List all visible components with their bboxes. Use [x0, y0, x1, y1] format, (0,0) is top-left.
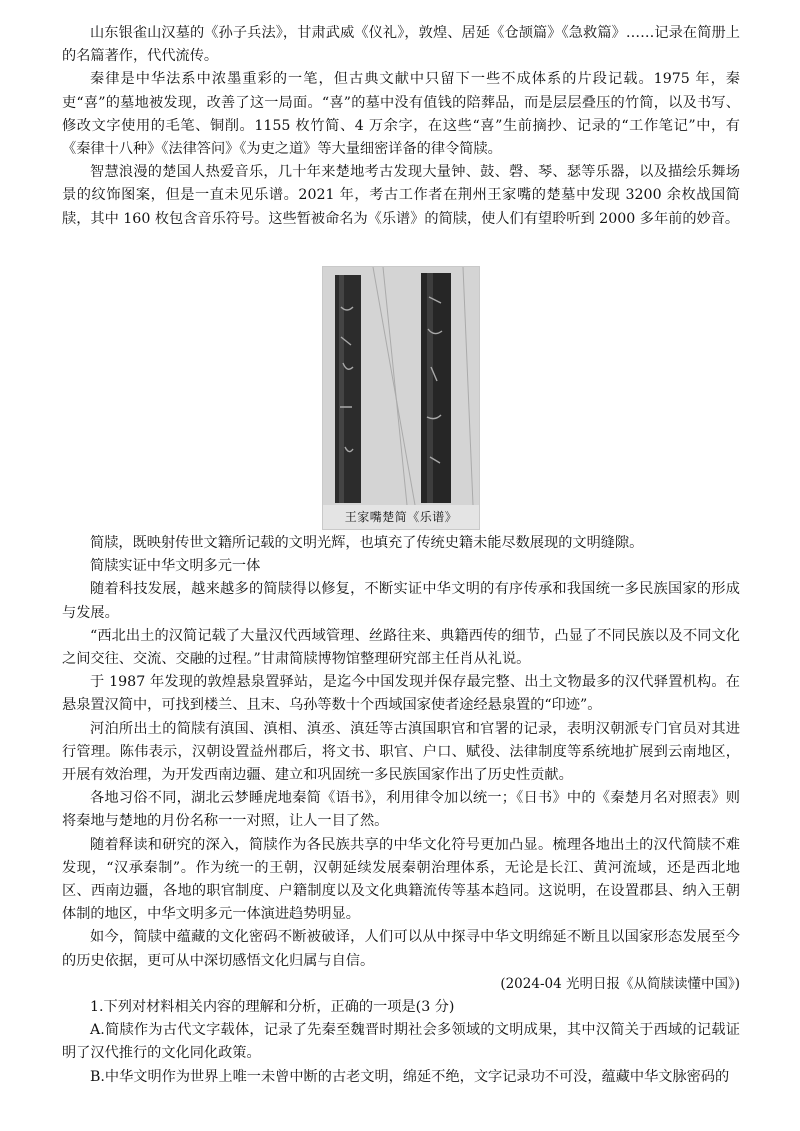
- article-source: (2024-04 光明日报《从简牍读懂中国》): [500, 975, 740, 992]
- paragraph-4: 简牍，既映射传世文籍所记载的文明光辉，也填充了传统史籍未能尽数展现的文明缝隙。: [90, 535, 644, 551]
- paragraph-9: 各地习俗不同，湖北云梦睡虎地秦简《语书》，利用律令加以统一；《日书》中的《秦楚月名对照表》则将秦地与楚地的月份名称一一对照，让人一目了然。: [62, 790, 740, 830]
- paragraph-6: “西北出土的汉简记载了大量汉代西域管理、丝路往来、典籍西传的细节，凸显了不同民族以及不同文化之间交往、交流、交融的过程。”甘肃简牍博物馆整理研究部主任肖从礼说。: [62, 627, 740, 668]
- question-1-stem: 1.下列对材料相关内容的理解和分析，正确的一项是(3 分): [90, 999, 455, 1016]
- figure-caption: 王家嘴楚简《乐谱》: [323, 505, 479, 529]
- paragraph-3: 智慧浪漫的楚国人热爱音乐，几十年来楚地考古发现大量钟、鼓、磬、琴、瑟等乐器，以及描绘乐舞场景的纹饰图案，但是一直未见乐谱。2021 年，考古工作者在荆州王家嘴的楚墓中发现 3200 余枚战国简牍，其中 160 枚包含音乐符号。这些暂被命名为《乐谱》的简牍，使人们有望聆听到 2000 多年前的妙音。: [62, 164, 740, 227]
- paragraph-7: 于 1987 年发现的敦煌悬泉置驿站，是迄今中国发现并保存最完整、出土文物最多的汉代驿置机构。在悬泉置汉简中，可找到楼兰、且末、乌孙等数十个西域国家使者途经悬泉置的“印迹”。: [62, 674, 740, 714]
- paragraph-5: 随着科技发展，越来越多的简牍得以修复，不断实证中华文明的有序传承和我国统一多民族国家的形成与发展。: [62, 581, 740, 621]
- paragraph-8: 河泊所出土的简牍有滇国、滇相、滇丞、滇廷等古滇国职官和官署的记录，表明汉朝派专门官员对其进行管理。陈伟表示，汉朝设置益州郡后，将文书、职官、户口、赋役、法律制度等系统地扩展到云南地区，开展有效治理，为开发西南边疆、建立和巩固统一多民族国家作出了历史性贡献。: [62, 720, 740, 784]
- paragraph-2: 秦律是中华法系中浓墨重彩的一笔，但古典文献中只留下一些不成体系的片段记载。1975 年，秦吏“喜”的墓地被发现，改善了这一局面。“喜”的墓中没有值钱的陪葬品，而是层层叠压的竹简，以及书写、修改文字使用的毛笔、铜削。1155 枚竹简、4 万余字，在这些“喜”生前摘抄、记录的“工作笔记”中，有《秦律十八种》《法律答问》《为吏之道》等大量细密详备的律令简牍。: [62, 71, 740, 158]
- article-bottom: [62, 532, 740, 1089]
- bamboo-slips-illustration: [323, 267, 479, 505]
- paragraph-10: 随着释读和研究的深入，简牍作为各民族共享的中华文化符号更加凸显。梳理各地出土的汉代简牍不难发现，“汉承秦制”。作为统一的王朝，汉朝延续发展秦朝治理体系，无论是长江、黄河流域，还是西北地区、西南边疆，各地的职官制度、户籍制度以及文化典籍流传等基本趋同。这说明，在设置郡县、纳入王朝体制的地区，中华文明多元一体演进趋势明显。: [62, 836, 740, 923]
- article-top: [62, 22, 740, 231]
- section-heading: 简牍实证中华文明多元一体: [90, 558, 261, 575]
- paragraph-1: 山东银雀山汉墓的《孙子兵法》，甘肃武威《仪礼》，敦煌、居延《仓颉篇》《急救篇》……记录在简册上的名篇著作，代代流传。: [62, 25, 740, 65]
- question-1-option-a: A.简牍作为古代文字载体，记录了先秦至魏晋时期社会多领域的文明成果，其中汉简关于西域的记载证明了汉代推行的文化同化政策。: [62, 1022, 740, 1062]
- bamboo-slips-photo: [322, 266, 480, 530]
- question-1-option-b: B.中华文明作为世界上唯一未曾中断的古老文明，绵延不绝，文字记录功不可没，蕴藏中华文脉密码的: [90, 1068, 730, 1085]
- paragraph-11: 如今，简牍中蕴藏的文化密码不断被破译，人们可以从中探寻中华文明绵延不断且以国家形态发展至今的历史依据，更可从中深切感悟文化归属与自信。: [62, 929, 740, 969]
